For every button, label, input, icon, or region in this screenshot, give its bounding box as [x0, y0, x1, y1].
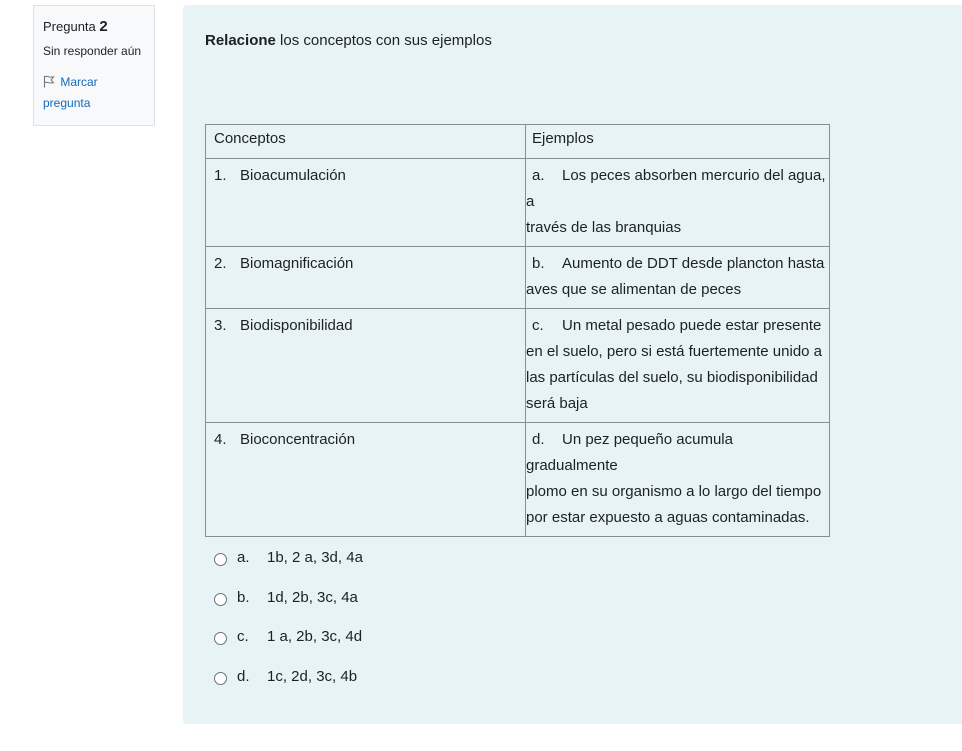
table-row	[206, 309, 830, 423]
answer-option-b[interactable]: b. 1d, 2b, 3c, 4a	[214, 589, 363, 629]
concept-cell: 4. Bioconcentración	[206, 423, 526, 537]
question-number: Pregunta 2	[43, 18, 108, 35]
table-row	[206, 247, 830, 309]
concept-cell: 2. Biomagnificación	[206, 247, 526, 309]
flag-question-link[interactable]: Marcar pregunta	[43, 75, 98, 110]
example-cell: b. Aumento de DDT desde plancton hasta aves que se alimentan de peces	[526, 247, 830, 309]
radio-button[interactable]	[214, 632, 227, 645]
question-state: Sin responder aún	[43, 44, 142, 58]
concept-cell: 3. Biodisponibilidad	[206, 309, 526, 423]
example-cell: a. Los peces absorben mercurio del agua, a través de las branquias	[526, 159, 830, 247]
table-row	[206, 423, 830, 537]
header-ejemplos: Ejemplos	[526, 125, 830, 159]
answer-option-c[interactable]: c. 1 a, 2b, 3c, 4d	[214, 628, 363, 668]
example-cell: d. Un pez pequeño acumula gradualmente plomo en su organismo a lo largo del tiempo por estar expuesto a aguas contaminadas.	[526, 423, 830, 537]
answer-options	[214, 549, 363, 707]
header-conceptos: Conceptos	[206, 125, 526, 159]
answer-option-a[interactable]: a. 1b, 2 a, 3d, 4a	[214, 549, 363, 589]
concept-cell: 1. Bioacumulación	[206, 159, 526, 247]
question-info-panel	[33, 5, 155, 126]
radio-button[interactable]	[214, 593, 227, 606]
table-header-row	[206, 125, 830, 159]
concepts-table	[205, 124, 830, 537]
table-row	[206, 159, 830, 247]
flag-icon	[43, 75, 55, 88]
example-cell: c. Un metal pesado puede estar presente en el suelo, pero si está fuertemente unido a las partículas del suelo, su biodisponibilidad será baja	[526, 309, 830, 423]
radio-button[interactable]	[214, 553, 227, 566]
question-text: Relacione los conceptos con sus ejemplos	[205, 32, 492, 49]
answer-option-d[interactable]: d. 1c, 2d, 3c, 4b	[214, 668, 363, 708]
radio-button[interactable]	[214, 672, 227, 685]
question-content	[183, 5, 962, 724]
